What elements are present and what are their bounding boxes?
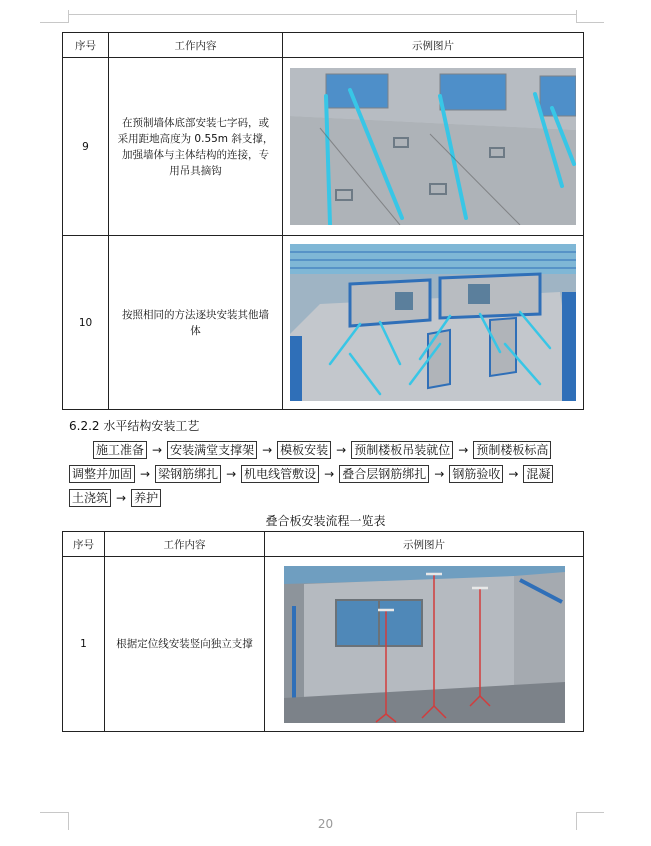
row-content-text: 根据定位线安装竖向独立支撑 xyxy=(116,638,253,650)
corner-mark-top-right-v xyxy=(576,10,577,23)
arrow-icon: → xyxy=(324,467,335,481)
flow-step: 预制楼板标高 xyxy=(473,441,551,459)
arrow-icon: → xyxy=(262,443,273,457)
arrow-icon: → xyxy=(508,467,519,481)
corner-mark-top-left-h xyxy=(40,22,68,23)
flow-step: 叠合层钢筋绑扎 xyxy=(339,465,429,483)
table-row xyxy=(63,236,584,410)
vertical-support-render-image xyxy=(284,566,565,723)
header-rule xyxy=(68,14,576,15)
row-image-cell xyxy=(265,557,584,732)
table-header-row xyxy=(63,33,584,58)
header-image: 示例图片 xyxy=(265,532,584,557)
flow-step: 调整并加固 xyxy=(69,465,135,483)
flow-line-3 xyxy=(69,489,161,509)
slab-installation-table xyxy=(62,531,584,732)
row-seq: 1 xyxy=(63,557,105,732)
flow-step: 混凝 xyxy=(523,465,553,483)
flow-step: 预制楼板吊装就位 xyxy=(351,441,453,459)
header-work: 工作内容 xyxy=(109,33,283,58)
row-content-text: 按照相同的方法逐块安装其他墙体 xyxy=(122,308,269,337)
flow-step: 安装满堂支撑架 xyxy=(167,441,257,459)
row-content xyxy=(109,236,283,410)
corner-mark-top-right-h xyxy=(576,22,604,23)
header-work: 工作内容 xyxy=(105,532,265,557)
table-caption: 叠合板安装流程一览表 xyxy=(265,514,386,528)
flow-step: 钢筋验收 xyxy=(449,465,503,483)
wall-installation-table xyxy=(62,32,584,410)
section-heading: 6.2.2 水平结构安装工艺 xyxy=(69,419,200,433)
header-image: 示例图片 xyxy=(283,33,584,58)
corner-mark-top-left-v xyxy=(68,10,69,23)
flow-step: 机电线管敷设 xyxy=(241,465,319,483)
arrow-icon: → xyxy=(434,467,445,481)
row-content xyxy=(105,557,265,732)
row-image-cell xyxy=(283,236,584,410)
arrow-icon: → xyxy=(458,443,469,457)
header-seq: 序号 xyxy=(63,33,109,58)
flow-step: 土浇筑 xyxy=(69,489,111,507)
row-image-cell xyxy=(283,58,584,236)
flow-step: 施工准备 xyxy=(93,441,147,459)
arrow-icon: → xyxy=(116,491,127,505)
corner-mark-bottom-left-h xyxy=(40,812,68,813)
flow-line-1 xyxy=(69,441,551,461)
header-seq: 序号 xyxy=(63,532,105,557)
corner-mark-bottom-right-h xyxy=(576,812,604,813)
row-seq: 9 xyxy=(63,58,109,236)
table-row xyxy=(63,58,584,236)
flow-line-2 xyxy=(69,465,553,485)
wall-bracing-render-image xyxy=(290,68,576,225)
table-header-row xyxy=(63,532,584,557)
flow-step: 梁钢筋绑扎 xyxy=(155,465,221,483)
page-number: 20 xyxy=(317,817,334,831)
wall-panels-render-image xyxy=(290,244,576,401)
table-row xyxy=(63,557,584,732)
row-seq: 10 xyxy=(63,236,109,410)
arrow-icon: → xyxy=(152,443,163,457)
flow-step: 养护 xyxy=(131,489,161,507)
flow-step: 模板安装 xyxy=(277,441,331,459)
row-content xyxy=(109,58,283,236)
arrow-icon: → xyxy=(226,467,237,481)
arrow-icon: → xyxy=(336,443,347,457)
row-content-text: 在预制墙体底部安装七字码，或采用距地高度为 0.55m 斜支撑，加强墙体与主体结构的连接，专用吊具摘钩 xyxy=(117,116,274,177)
arrow-icon: → xyxy=(140,467,151,481)
